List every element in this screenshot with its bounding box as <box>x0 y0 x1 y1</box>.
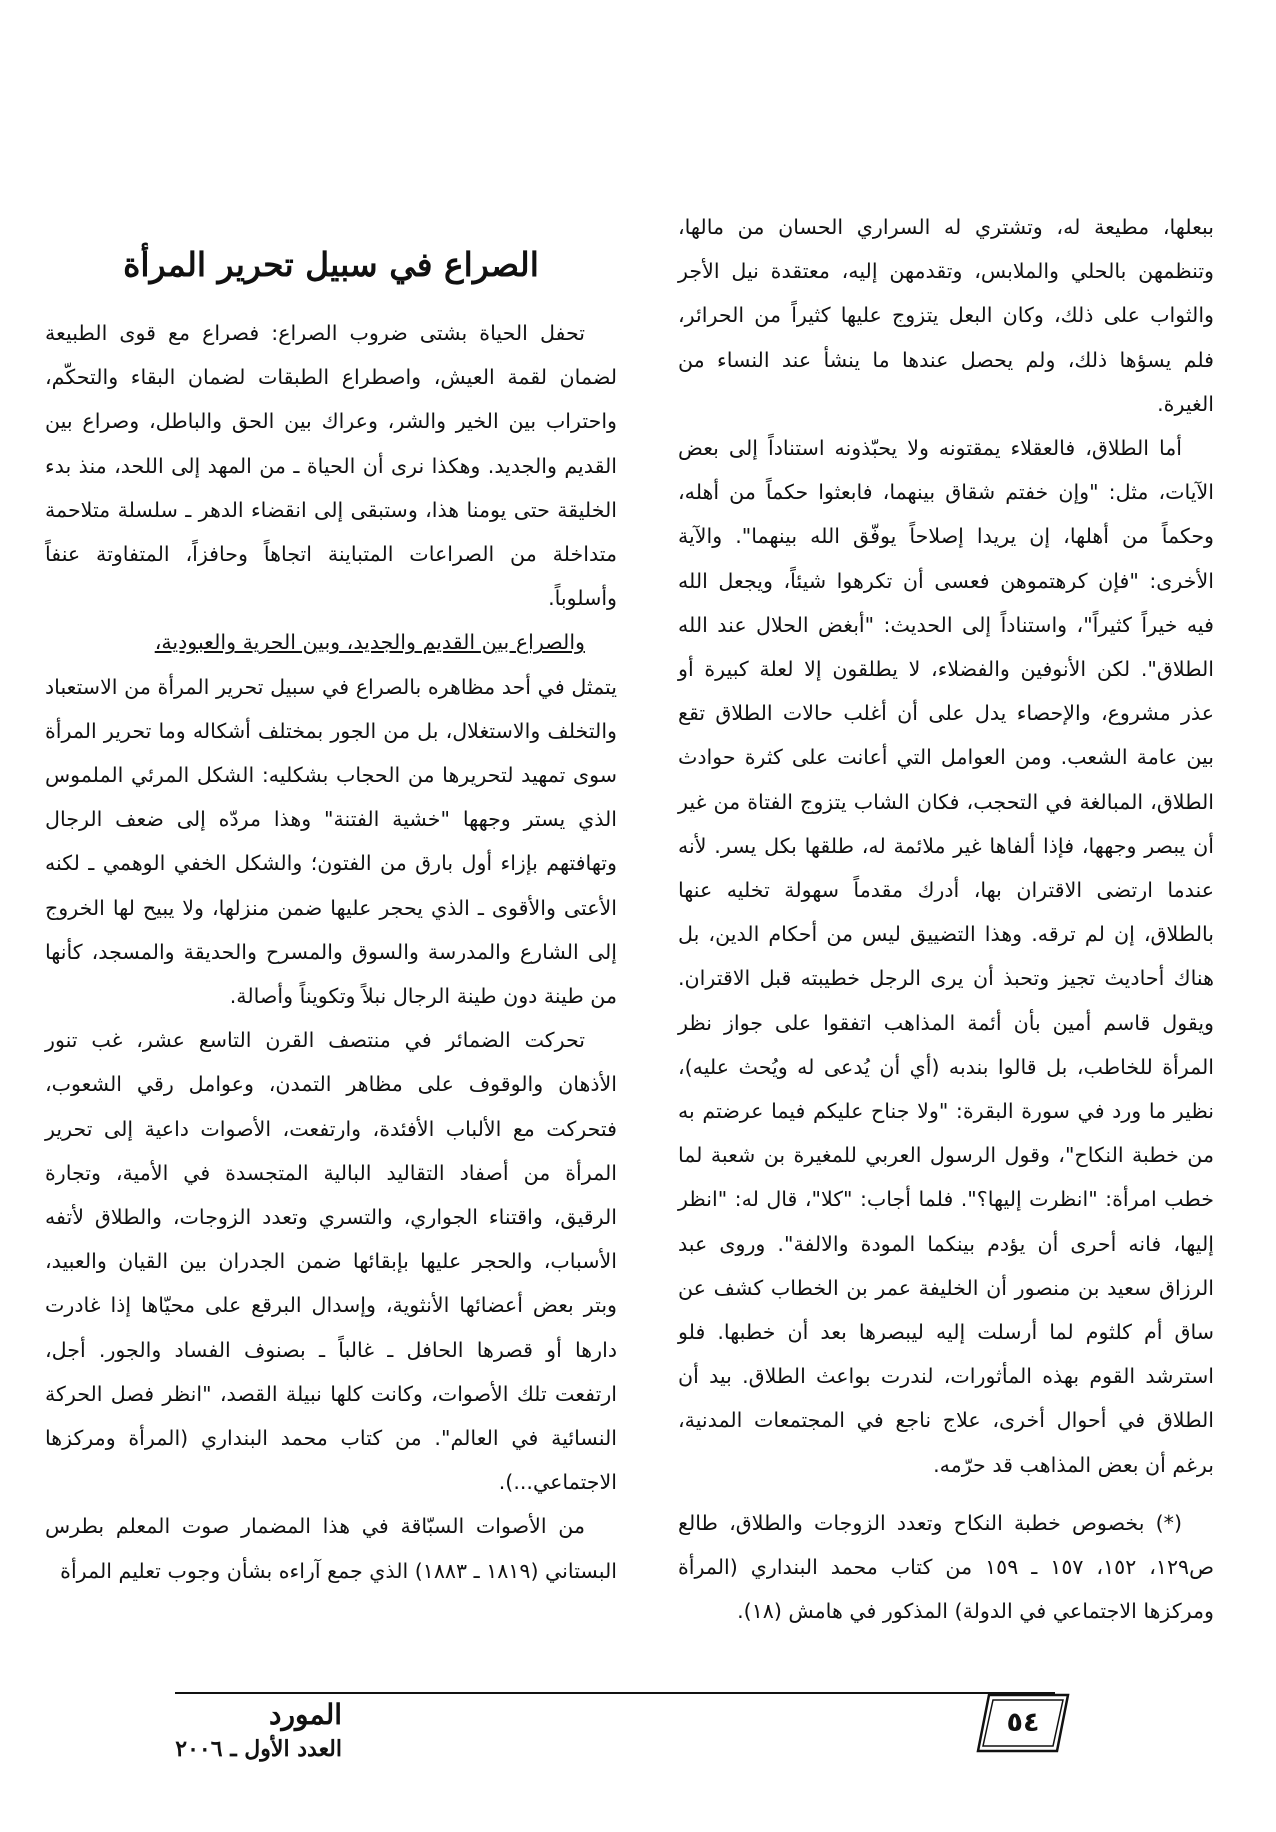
left-paragraph-2: يتمثل في أحد مظاهره بالصراع في سبيل تحرير المرأة من الاستعباد والتخلف والاستغلال، بل من الجور بمختلف أشكاله وما تحرير المرأة سوى تمهيد لتحريرها من الحجاب بشكليه: الشكل المرئي الملموس الذي يستر وجهها "خشية الفتنة" وهذا مردّه إلى ضعف الرجال وتهافتهم بإزاء أول بارق من الفتون؛ والشكل الخفي الوهمي ـ لكنه الأعتى والأقوى ـ الذي يحجر عليها ضمن منزلها، ولا يبيح لها الخروج إلى الشارع والمدرسة والسوق والمسرح والحديقة والمسجد، كأنها من طينة دون طينة الرجال نبلاً وتكويناً وأصالة. <box>45 674 617 1009</box>
right-paragraph-1: ببعلها، مطيعة له، وتشتري له السراري الحسان من مالها، وتنظمهن بالحلي والملابس، وتقدمهن إليه، معتقدة نيل الأجر والثواب على ذلك، وكان البعل يتزوج عليها كثيراً من الحرائر، فلم يسؤها ذلك، ولم يحصل عندها ما ينشأ عند النساء من الغيرة. <box>678 215 1214 416</box>
page-number-badge <box>975 1692 1071 1754</box>
spacer <box>678 1487 1214 1501</box>
footer-rule <box>175 1692 1055 1694</box>
section-subhead: والصراع بين القديم والجديد، وبين الحرية والعبودية، <box>154 630 585 655</box>
left-paragraph-4: من الأصوات السبّاقة في هذا المضمار صوت المعلم بطرس البستاني (١٨١٩ ـ ١٨٨٣) الذي جمع آراءه بشأن وجوب تعليم المرأة <box>45 1514 617 1583</box>
issue-label: العدد الأول ـ ٢٠٠٦ <box>175 1736 342 1762</box>
left-paragraph-1: تحفل الحياة بشتى ضروب الصراع: فصراع مع قوى الطبيعة لضمان لقمة العيش، واصطراع الطبقات لضمان البقاء والتحكّم، واحتراب بين الخير والشر، وعراك بين الحق والباطل، وصراع بين القديم والجديد. وهكذا نرى أن الحياة ـ من المهد إلى اللحد، منذ بدء الخليقة حتى يومنا هذا، وستبقى إلى انقضاء الدهر ـ سلسلة متلاحمة متداخلة من الصراعات المتباينة اتجاهاً وحافزاً، المتفاوتة عنفاً وأسلوباً. <box>45 321 617 611</box>
right-column <box>678 205 1214 1634</box>
footnote: (*) بخصوص خطبة النكاح وتعدد الزوجات والطلاق، طالع ص١٢٩، ١٥٢، ١٥٧ ـ ١٥٩ من كتاب محمد البنداري (المرأة ومركزها الاجتماعي في الدولة) المذكور في هامش (١٨). <box>678 1510 1214 1624</box>
article-title: الصراع في سبيل تحرير المرأة <box>123 245 539 284</box>
page-number: ٥٤ <box>1006 1707 1040 1738</box>
journal-name: المورد <box>269 1698 342 1731</box>
right-paragraph-2: أما الطلاق، فالعقلاء يمقتونه ولا يحبّذونه استناداً إلى بعض الآيات، مثل: "وإن خفتم شقاق بينهما، فابعثوا حكماً من أهله، وحكماً من أهلها، إن يريدا إصلاحاً يوفّق الله بينهما". والآية الأخرى: "فإن كرهتموهن فعسى أن تكرهوا شيئاً، ويجعل الله فيه خيراً كثيراً"، واستناداً إلى الحديث: "أبغض الحلال عند الله الطلاق". لكن الأنوفين والفضلاء، لا يطلقون إلا لعلة كبيرة أو عذر مشروع، والإحصاء يدل على أن أغلب حالات الطلاق تقع بين عامة الشعب. ومن العوامل التي أعانت على كثرة حوادث الطلاق، المبالغة في التحجب، فكان الشاب يتزوج الفتاة من غير أن يبصر وجهها، فإذا ألفاها غير ملائمة له، طلقها بكل يسر. لأنه عندما ارتضى الاقتران بها، أدرك مقدماً سهولة تخليه عنها بالطلاق، إن لم ترقه. وهذا التضييق ليس من أحكام الدين، بل هناك أحاديث تجيز وتحبذ أن يرى الرجل خطيبته قبل الاقتران. ويقول قاسم أمين بأن أئمة المذاهب اتفقوا على جواز نظر المرأة للخاطب، بل قالوا بندبه (أي أن يُدعى له ويُحث عليه)، نظير ما ورد في سورة البقرة: "ولا جناح عليكم فيما عرضتم به من خطبة النكاح"، وقول الرسول العربي للمغيرة بن شعبة لما خطب امرأة: "انظرت إليها؟". فلما أجاب: "كلا"، قال له: "انظر إليها، فانه أحرى أن يؤدم بينكما المودة والالفة". وروى عبد الرزاق سعيد بن منصور أن الخليفة عمر بن الخطاب كشف عن ساق أم كلثوم لما أرسلت إليه ليبصرها بعد أن خطبها. فلو استرشد القوم بهذه المأثورات، لندرت بواعث الطلاق. بيد أن الطلاق في أحوال أخرى، علاج ناجع في المجتمعات المدنية، برغم أن بعض المذاهب قد حرّمه. <box>678 436 1214 1477</box>
left-column <box>45 205 617 1593</box>
left-paragraph-3: تحركت الضمائر في منتصف القرن التاسع عشر، غب تنور الأذهان والوقوف على مظاهر التمدن، وعوامل رقي الشعوب، فتحركت مع الألباب الأفئدة، وارتفعت، الأصوات داعية إلى تحرير المرأة من أصفاد التقاليد البالية المتجسدة في الأمية، وتجارة الرقيق، واقتناء الجواري، والتسري وتعدد الزوجات، والطلاق لأتفه الأسباب، والحجر عليها بإبقائها ضمن الجدران بين القيان والعبيد، وبتر بعض أعضائها الأنثوية، وإسدال البرقع على محيّاها إذا غادرت دارها أو قصرها الحافل ـ غالباً ـ بصنوف الفساد والجور. أجل، ارتفعت تلك الأصوات، وكانت كلها نبيلة القصد، "انظر فصل الحركة النسائية في العالم". من كتاب محمد البنداري (المرأة ومركزها الاجتماعي...). <box>45 1028 617 1495</box>
